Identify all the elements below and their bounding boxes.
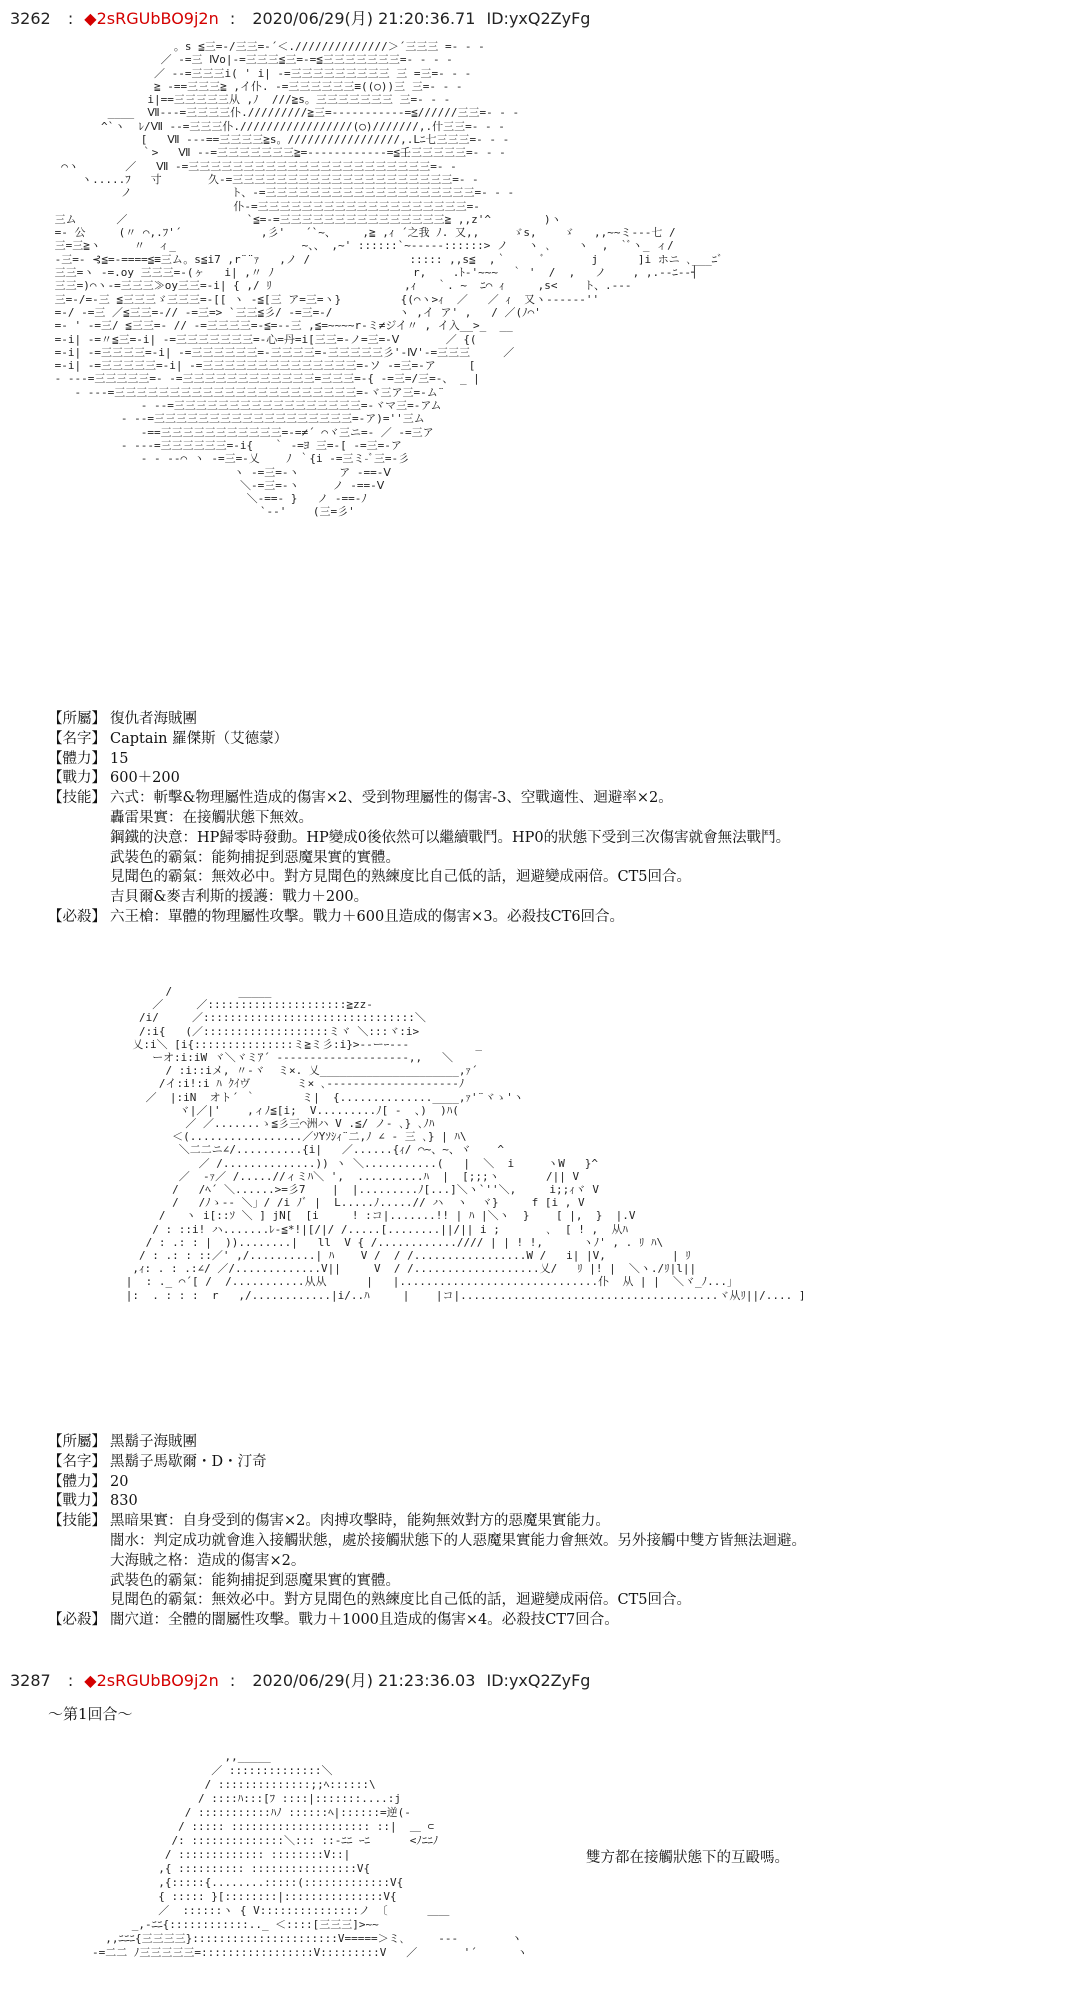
poster-id[interactable]: ID:yxQ2ZyFg [486,1671,591,1690]
skill-row [48,1552,806,1572]
poster-id[interactable]: ID:yxQ2ZyFg [486,9,591,28]
hp-value: 15 [110,750,129,767]
name-value: 黑鬍子馬歇爾・D・汀奇 [110,1453,267,1470]
skill-row [48,1591,806,1611]
skill-row [48,829,790,849]
character-card-blackbeard [48,1433,806,1631]
post-header [10,6,590,29]
poster-name: ◆2sRGUbBO9j2n [84,9,219,28]
power-value: 600＋200 [110,770,180,787]
affiliation-row: 【所屬】 復仇者海賊團 [48,710,790,730]
hp-row: 【體力】 20 [48,1473,806,1493]
skill-text: 闇水：判定成功就會進入接觸狀態，處於接觸狀態下的人惡魔果實能力會無效。另外接觸中雙方皆無法迴避。 [110,1532,806,1549]
name-value: Captain 羅傑斯（艾德蒙） [110,730,289,747]
skill-row [48,868,790,888]
skill-text: 武裝色的霸氣：能夠捕捉到惡魔果實的實體。 [110,1572,400,1589]
ascii-art-blackbeard: / _____ ／ ／:::::::::::::::::::::≧zz- /i/ ／::::::::::::::::::::::::::::::::＼ /:i{ (／:::::::::::::::::::ミヾ ＼:::ヾ:i> 乂:i＼ [i{:::::::::::::::ミ≧ミ彡:i}>--ーｰ--- _ ーオ:i:iW ヾ＼ヾミｱ´ ‐-------------------,, ＼ / :i::iメ, 〃-ヾ ミ×. 乂_____________________,ｧ´ /イ:i!:i ﾊ ｸｲヴ ミ× ､--------------------ﾉ ／ |:iN オト´ ｀ ミ| {..............____,ｧ'¨ヾゝ'ヽ ヾ|／|' ,ィﾉ≦[i; V.........ﾉ[ - 、) )ﾊ( ／ ／.......ゝ≦彡三⌒洲ハ V .≦/ ノ- ､} ､ﾉﾊ ＜(.................／ｿYｿｼｨ¨二,ﾉ ∠ - 三 ､} | ﾊ\ ＼二二ニ∠/..........{i| ／......{ｨ/ ⌒~、~、ヾ ^ ／ /..............)) ヽ ＼...........( | ＼ i ヽW }^ ／ -ｧ／ /.....//ィミﾊ＼ ', ..........ﾊ | [;;;ヽ /|| V / /ﾍ´ ＼......>=彡7 | |.........ﾉ[...]＼ヽ`''＼, i;;ｨヾ V / /ﾉゝ-- ＼」/ /i ﾉﾞ | L.....ﾉ.....// ハ ヽ ヾ} f [i , V / ヽ i[::ｿ ＼ ] jN[ [i ! :コ|.......!! | ﾊ |＼ヽ } [ |, } |.V / : ::i! ハ.......ﾚ-≦*!|[/|/ /.....[........||/|| i ; ､ [ ! , 从ﾊ / : .: : | ))........| ll V { /............//// | | ! !, ヽﾉ' , . ﾘ ﾊ\ / : .: : ::／' ,/..........| ﾊ V / / /.................W / i| |V, | ﾘ ,ｨ: . : .:∠/ ／/.............V|| V / /...................乂/ ﾘ |! | ＼ヽ./ﾘ|l|| | : ._ ⌒´[ / /...........从从 | |..............................仆 从 | | ＼ヾ_ﾉ...」 |: . : : : r ,/............|i/..ﾊ | |コ|.......................................ヾ从ﾘ||/.... ] [125,985,806,1302]
skill-row: 【技能】 六式：斬擊&物理屬性造成的傷害×2、受到物理屬性的傷害-3、空戰適性、迴避率×2。 [48,789,790,809]
skill-row [48,1572,806,1592]
post-colon: : [67,1671,74,1690]
skill-row [48,888,790,908]
skill-row [48,809,790,829]
skill-text: 吉貝爾&麥吉利斯的援護：戰力＋200。 [110,889,369,906]
power-value: 830 [110,1493,138,1510]
ascii-art-round1: ,,_____ ／ ::::::::::::::＼ / ::::::::::::::;;ﾍ::::::\ / ::::ﾊ:::[ﾌ ::::|:::::::....:j / :::::::::::ﾊﾉ ::::::ﾍ|::::::=逆(- / ::::: ::::::::::::::::::::: ::| ＿ ⊂ /: ::::::::::::::＼::: ::-ﾆﾆ ｰﾆ <ﾉﾆﾆﾉ / ::::::::::::: ::::::::V::| ,{ :::::::::: ::::::::::::::::V{ ,{:::::{........:::::(:::::::::::::V{ { ::::: }[::::::::|:::::::::::::::V{ ／ ::::::ヽ { V:::::::::::::::ノ 〔 ＿＿ _,-ﾆﾆ{::::::::::::.._ ＜::::[三三三]>~~ ,,ﾆﾆﾆ{三三三三}::::::::::::::::::::::V=====＞ミ､ --- ヽ -=二二 ﾉ三三三三三=:::::::::::::::::V:::::::::V ／ '´ ヽ [92,1750,528,1959]
post-colon-2: : [229,9,236,28]
skill-text: 轟雷果實：在接觸狀態下無效。 [110,809,313,826]
narration-text: 雙方都在接觸狀態下的互毆嗎。 [586,1850,789,1866]
name-row: 【名字】 Captain 羅傑斯（艾德蒙） [48,730,790,750]
skill-row: 【技能】 黑暗果實：自身受到的傷害×2。肉搏攻擊時，能夠無效對方的惡魔果實能力。 [48,1512,806,1532]
skill-text: 見聞色的霸氣：無效必中。對方見聞色的熟練度比自己低的話，迴避變成兩倍。CT5回合。 [110,1592,691,1609]
power-row: 【戰力】 830 [48,1492,806,1512]
poster-name: ◆2sRGUbBO9j2n [84,1671,219,1690]
post-datetime: 2020/06/29(月) 21:23:36.03 [252,1671,476,1690]
name-row: 【名字】 黑鬍子馬歇爾・D・汀奇 [48,1453,806,1473]
skill-row [48,1532,806,1552]
hp-value: 20 [110,1473,129,1490]
post-number[interactable]: 3262 [10,9,51,28]
post-number[interactable]: 3287 [10,1671,51,1690]
ascii-art-rogers: 。s ≦三=-/三三=-´＜.//////////////＞´三三三 =- - - ／ -=三 Ⅳo|-=三三三≦三=-=≦三三三三三三三=- - - - ／ --=三三三i( ' i| -=三三三三三三三三三 三 =三=- - - ≧ -==三三三≧ ,イ仆. -=三三三三三三≡((○))三 三=- - - i|==三三三三三从 ,ﾉ ///≧s。三三三三三三三 三=- - - ____ Ⅶ---=三三三三仆./////////≧三=-----------=≦//////三三=- - - ^`ヽ ﾚ/Ⅶ --=三三三仆./////////////////(○)///////,.什三三=- - - [ Ⅶ ---==三三三三≧s。/////////////////,.Lﾆ七三三三=- - - ｀> Ⅶ --=三三三三三三三≧=------------=≦壬三三三三三=- - - ⌒ヽ ／ Ⅶ -=三三三三三三三三三三三三三三三三三三三三三三=- - ヽ.....ﾌ 寸 久-=三三三三三三三三三三三三三三三三三三三三=- - ノ ト、-=三三三三三三三三三三三三三三三三三三三=- - - 仆-=三三三三三三三三三三三三三三三三三三三=- 三ム ／ `≦=-=三三三三三三三三三三三三三三三≧ ,,z'^ )ヽ =- 公 (〃 ⌒,.ﾌ'´ ,彡' ´`~、 ,≧ ,ｨ ´之我 ﾉ. 又,, ゞs, ゞ ,,~~ミ---七 / 三=三≧ヽ 〃 ィ_ ~、、 ,~' ::::::`~-----::::::> ノ ヽ ､ ヽ , `ﾞヽ_ ィ/ -三=- ⊰≦=-====≦≡三ム。s≦i7 ,r¨¨ｧ ,ノ / ::::: ,,s≦ ,｀ ﾞ j ]i ホニ ､___ﾆﾞ 三三=ヽ -=.oy 三三三=-(ヶ i| ,〃 ﾉ r, .ﾄ-'~~~ ｀ ' / , ノ , ,.--ﾆ--┤ 三三=)⌒ヽ-=三三三≫oy三三=-i| { ,/ ﾘ ,ｨ ｀. ~ ﾆ⌒ ｨ ,s< ト、.--- 三=-/=-三 ≦三三三ゞ三三三=-[[ ヽ -≦[三 ア=三=ヽ} {(⌒ヽ>ｨ ／ ／ ｨ 又ヽ------'' =-/ -=三 ／≦三三=-// -=三=> `三三≦彡/ -=三=-/ ヽ ,イ ア' , / ／(ﾉ⌒' =- ' -=三/ ≦三三=- // -=三三三三=-≦=--三 ,≦=~~~~r-ミ≠ジイ〃 , イ入__>_ __ =-i| -=〃≦三=-i| -=三三三三三三三=-心=丹=i[三三=-ノ=三=-Ⅴ ／ {( =-i| -=三三三三=-i| -=三三三三三三=-三三三三=-三三三三三彡'-Ⅳ'-=三三三 ／ =-i| -=三三三三三=-i| -=三三三三三三三三三三三三三三=-ソ -=三=-ア [ - ---=三三三三三=- -=三三三三三三三三三三三三=三三三=-{ -=三=/三=-、 _ | - ---=三三三三三三三三三三三三三三三三三三三三三三=-ヾ三ア三=-ム¨ - --=三三三三三三三三三三三三三三三三三=-ヾマ三=-アム - --=三三三三三三三三三三三三三三三三三三=-ア)=''三ム -==三三三三三三三三三三三=-=≠´ ⌒ヾ三ニ=- ／ -=三ア - ---=三三三三三三=-i{ ｀ -=ﾖ 三=-[ -=三=-ア - - --⌒ ヽ -=三=-乂 ﾉ ｀{i -=三ミ-ﾞ三=-彡 ヽ -=三=-ヽ ア -==-Ⅴ ＼-=三=-ヽ ノ -==-Ⅴ ＼-==- } ノ -==-ﾉ `--' (三=彡' [54,40,723,519]
affiliation-row: 【所屬】 黑鬍子海賊團 [48,1433,806,1453]
round-title: ～第1回合～ [48,1705,133,1723]
ultimate-row: 【必殺】 六王槍：單體的物理屬性攻擊。戰力＋600且造成的傷害×3。必殺技CT6回合。 [48,908,790,928]
skill-text: 見聞色的霸氣：無效必中。對方見聞色的熟練度比自己低的話，迴避變成兩倍。CT5回合。 [110,869,691,886]
skill-text: 鋼鐵的決意：HP歸零時發動。HP變成0後依然可以繼續戰鬥。HP0的狀態下受到三次傷害就會無法戰鬥。 [110,829,791,846]
ultimate-text: 闇穴道：全體的闇屬性攻擊。戰力＋1000且造成的傷害×4。必殺技CT7回合。 [110,1612,619,1629]
skill-text: 大海賊之格：造成的傷害×2。 [110,1552,306,1569]
ultimate-row: 【必殺】 闇穴道：全體的闇屬性攻擊。戰力＋1000且造成的傷害×4。必殺技CT7回合。 [48,1611,806,1631]
affiliation-value: 黑鬍子海賊團 [110,1434,197,1450]
post-datetime: 2020/06/29(月) 21:20:36.71 [252,9,476,28]
ultimate-text: 六王槍：單體的物理屬性攻擊。戰力＋600且造成的傷害×3。必殺技CT6回合。 [110,908,625,925]
hp-row: 【體力】 15 [48,750,790,770]
affiliation-value: 復仇者海賊團 [110,711,197,727]
power-row: 【戰力】 600＋200 [48,769,790,789]
skill-text: 黑暗果實：自身受到的傷害×2。肉搏攻擊時，能夠無效對方的惡魔果實能力。 [110,1513,610,1530]
post-colon-2: : [229,1671,236,1690]
character-card-rogers [48,710,790,928]
post-colon: : [67,9,74,28]
post-header [10,1668,590,1691]
skill-text: 六式：斬擊&物理屬性造成的傷害×2、受到物理屬性的傷害-3、空戰適性、迴避率×2。 [110,790,673,807]
skill-text: 武裝色的霸氣：能夠捕捉到惡魔果實的實體。 [110,849,400,866]
skill-row [48,849,790,869]
